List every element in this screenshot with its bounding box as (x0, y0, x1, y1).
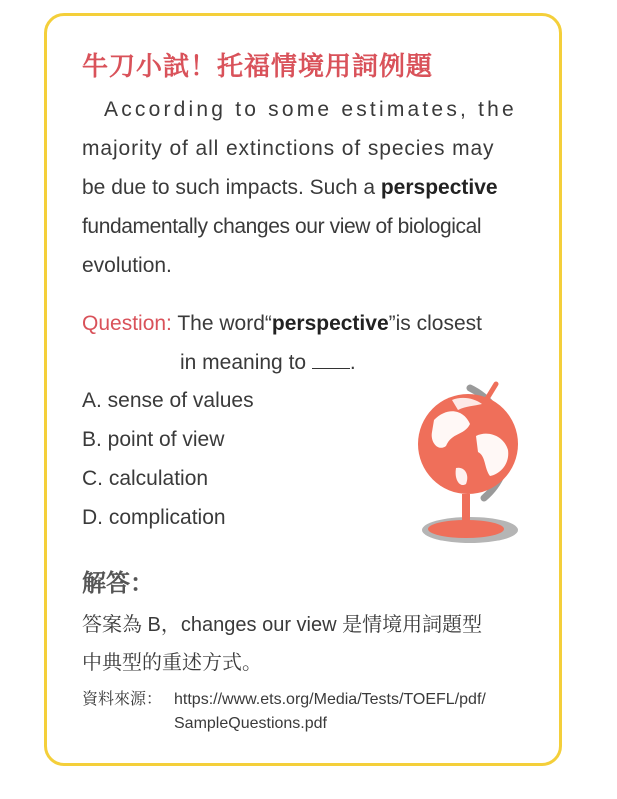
source-citation (82, 688, 486, 736)
source-url-cont: SampleQuestions.pdf (174, 715, 327, 732)
section-title: 牛刀小試！托福情境用詞例題 (82, 52, 434, 82)
answer-blank (312, 352, 350, 369)
source-label: 資料來源： (82, 691, 163, 708)
question-label: Question: (82, 312, 172, 335)
globe-stem (462, 494, 470, 528)
passage-line: fundamentally changes our view of biological (82, 215, 482, 238)
passage-line: According to some estimates, the (104, 98, 517, 121)
answer-heading: 解答： (82, 568, 154, 597)
answer-text (82, 606, 542, 682)
globe-illustration (412, 376, 537, 556)
answer-line: 中典型的重述方式。 (82, 652, 262, 674)
passage-keyword: perspective (380, 176, 498, 199)
passage-text: be due to such impacts. Such a (82, 176, 381, 199)
question-text: . (349, 351, 356, 374)
options-list (82, 381, 254, 537)
passage-line (82, 168, 532, 207)
question-keyword: perspective (271, 312, 389, 335)
source-url: https://www.ets.org/Media/Tests/TOEFL/pdf/ (174, 691, 486, 708)
reading-passage (82, 90, 532, 285)
option-c: C. calculation (82, 467, 209, 490)
question-text: The word“ (171, 312, 272, 335)
passage-line: majority of all extinctions of species may (82, 137, 495, 160)
option-b: B. point of view (82, 428, 225, 451)
answer-line: 答案為 B，changes our view 是情境用詞題型 (82, 614, 483, 636)
question-block (82, 304, 542, 382)
option-a: A. sense of values (82, 389, 254, 412)
question-text: in meaning to (180, 351, 312, 374)
question-text: ”is closest (388, 312, 482, 335)
passage-line: evolution. (82, 254, 172, 277)
option-d: D. complication (82, 506, 226, 529)
